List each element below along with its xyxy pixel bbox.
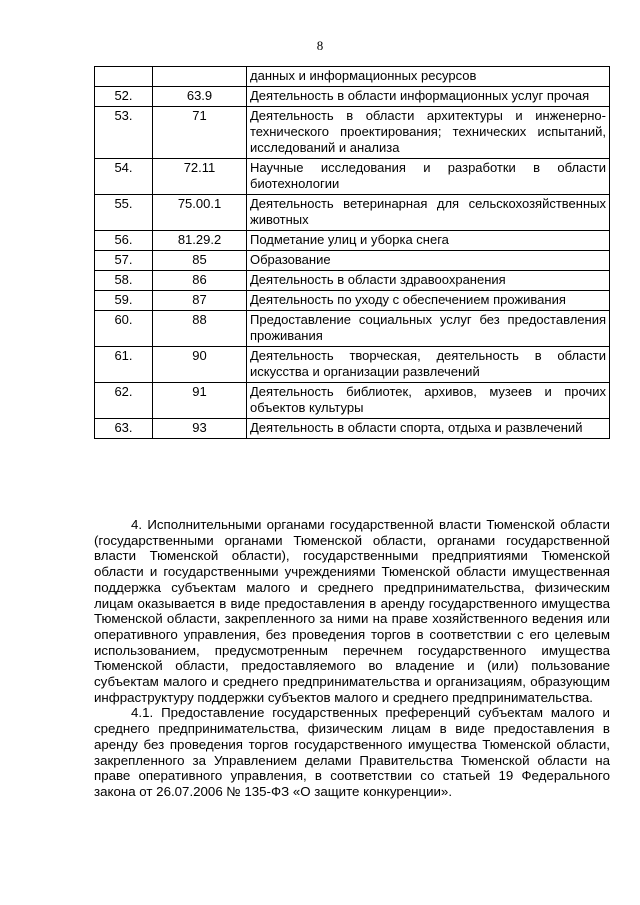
row-number: 56. (95, 231, 153, 251)
activity-description: данных и информационных ресурсов (247, 67, 610, 87)
activity-description: Деятельность в области здравоохранения (247, 271, 610, 291)
page-number: 8 (316, 38, 324, 53)
activity-description: Деятельность библиотек, архивов, музеев и прочих объектов культуры (247, 383, 610, 419)
table-row (95, 271, 610, 291)
activity-description: Научные исследования и разработки в области биотехнологии (247, 159, 610, 195)
okved-code: 85 (153, 251, 247, 271)
okved-code: 81.29.2 (153, 231, 247, 251)
activity-description: Деятельность в области спорта, отдыха и развлечений (247, 419, 610, 439)
row-number: 52. (95, 87, 153, 107)
table-row (95, 195, 610, 231)
table-row (95, 383, 610, 419)
table-row (95, 251, 610, 271)
okved-code: 72.11 (153, 159, 247, 195)
activity-description: Деятельность в области информационных услуг прочая (247, 87, 610, 107)
table-row (95, 159, 610, 195)
row-number: 63. (95, 419, 153, 439)
activity-description: Образование (247, 251, 610, 271)
okved-code: 90 (153, 347, 247, 383)
table-row (95, 107, 610, 159)
table-row (95, 291, 610, 311)
paragraph-4: 4. Исполнительными органами государственной власти Тюменской области (государственными органами Тюменской области, органами государственной власти Тюменской области), государственными предприятиями Тюменской области и государственными учреждениями Тюменской области имущественная поддержка субъектам малого и среднего предпринимательства, физическим лицам оказывается в виде предоставления в аренду государственного имущества Тюменской области, закрепленного за ними на праве хозяйственного ведения или оперативного управления, без проведения торгов в соответствии с его целевым использованием, предусмотренным перечнем государственного имущества Тюменской области, предоставляемого во владение и (или) пользование субъектам малого и среднего предпринимательства и организациям, образующим инфраструктуру поддержки субъектов малого и среднего предпринимательства. (94, 517, 610, 705)
table-row (95, 419, 610, 439)
row-number: 62. (95, 383, 153, 419)
table-row (95, 311, 610, 347)
table-row (95, 231, 610, 251)
row-number: 57. (95, 251, 153, 271)
row-number: 59. (95, 291, 153, 311)
okved-table (94, 66, 610, 439)
row-number: 61. (95, 347, 153, 383)
okved-code: 93 (153, 419, 247, 439)
row-number (95, 67, 153, 87)
table-row (95, 347, 610, 383)
row-number: 60. (95, 311, 153, 347)
okved-code: 87 (153, 291, 247, 311)
okved-code (153, 67, 247, 87)
paragraph-4-1: 4.1. Предоставление государственных преференций субъектам малого и среднего предпринимательства, физическим лицам в виде предоставления в аренду без проведения торгов государственного имущества Тюменской области, закрепленного за Управлением делами Правительства Тюменской области на праве оперативного управления, в соответствии со статьей 19 Федерального закона от 26.07.2006 № 135-ФЗ «О защите конкуренции». (94, 705, 610, 799)
activity-description: Деятельность в области архитектуры и инженерно-технического проектирования; технических испытаний, исследований и анализа (247, 107, 610, 159)
okved-code: 75.00.1 (153, 195, 247, 231)
activity-description: Деятельность творческая, деятельность в области искусства и организации развлечений (247, 347, 610, 383)
row-number: 58. (95, 271, 153, 291)
okved-code: 71 (153, 107, 247, 159)
row-number: 54. (95, 159, 153, 195)
activity-description: Подметание улиц и уборка снега (247, 231, 610, 251)
table-row (95, 87, 610, 107)
okved-code: 91 (153, 383, 247, 419)
body-text (94, 517, 610, 800)
okved-code: 86 (153, 271, 247, 291)
activity-description: Деятельность ветеринарная для сельскохозяйственных животных (247, 195, 610, 231)
activity-description: Предоставление социальных услуг без предоставления проживания (247, 311, 610, 347)
activity-description: Деятельность по уходу с обеспечением проживания (247, 291, 610, 311)
okved-code: 63.9 (153, 87, 247, 107)
okved-code: 88 (153, 311, 247, 347)
table-row (95, 67, 610, 87)
row-number: 55. (95, 195, 153, 231)
row-number: 53. (95, 107, 153, 159)
